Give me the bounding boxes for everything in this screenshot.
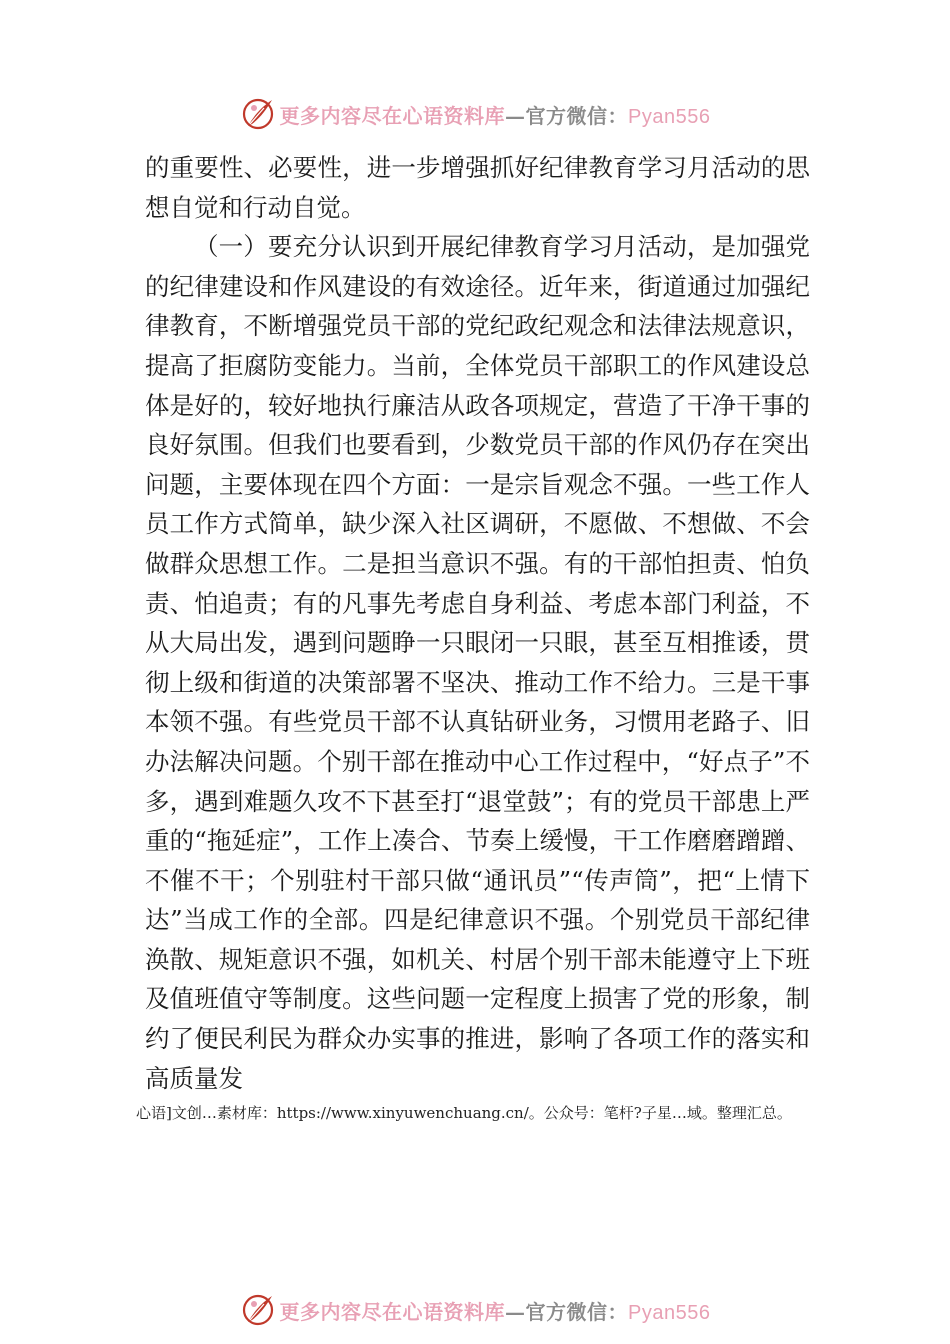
banner-dash: — <box>505 103 526 128</box>
header-watermark <box>0 94 950 134</box>
footer-watermark <box>0 1290 950 1330</box>
banner-wechat-label: 官方微信： <box>525 103 629 128</box>
source-note: 心语]文创…素材库：https://www.xinyuwenchuang.cn/。公众号：笔杆?子星…域。整理汇总。 <box>136 1104 792 1122</box>
quill-pen-logo-icon <box>240 96 276 132</box>
banner-library-name: 更多内容尽在心语资料库 <box>279 1299 506 1324</box>
header-watermark-text <box>280 100 711 129</box>
paragraph-section-one: （一）要充分认识到开展纪律教育学习月活动，是加强党的纪律建设和作风建设的有效途径。近年来，街道通过加强纪律教育，不断增强党员干部的党纪政纪观念和法律法规意识，提高了拒腐防变能力。当前，全体党员干部职工的作风建设总体是好的，较好地执行廉洁从政各项规定，营造了干净干事的良好氛围。但我们也要看到，少数党员干部的作风仍存在突出问题，主要体现在四个方面：一是宗旨观念不强。一些工作人员工作方式简单，缺少深入社区调研，不愿做、不想做、不会做群众思想工作。二是担当意识不强。有的干部怕担责、怕负责、怕追责；有的凡事先考虑自身利益、考虑本部门利益，不从大局出发，遇到问题睁一只眼闭一只眼，甚至互相推诿，贯彻上级和街道的决策部署不坚决、推动工作不给力。三是干事本领不强。有些党员干部不认真钻研业务，习惯用老路子、旧办法解决问题。个别干部在推动中心工作过程中，“好点子”不多，遇到难题久攻不下甚至打“退堂鼓”；有的党员干部患上严重的“拖延症”，工作上凑合、节奏上缓慢，干工作磨磨蹭蹭、不催不干；个别驻村干部只做“通讯员”“传声筒”，把“上情下达”当成工作的全部。四是纪律意识不强。个别党员干部纪律涣散、规矩意识不强，如机关、村居个别干部未能遵守上下班及值班值守等制度。这些问题一定程度上损害了党的形象，制约了便民利民为群众办实事的推进，影响了各项工作的落实和高质量发 <box>145 232 810 1093</box>
banner-dash: — <box>505 1299 526 1324</box>
footer-watermark-text <box>280 1296 711 1325</box>
banner-wechat-label: 官方微信： <box>525 1299 629 1324</box>
banner-wechat-id: Pyan556 <box>628 1301 711 1324</box>
document-body <box>145 148 810 1098</box>
banner-library-name: 更多内容尽在心语资料库 <box>279 103 506 128</box>
banner-wechat-id: Pyan556 <box>628 105 711 128</box>
quill-pen-logo-icon <box>240 1292 276 1328</box>
paragraph-continuation: 的重要性、必要性，进一步增强抓好纪律教育学习月活动的思想自觉和行动自觉。 <box>145 153 810 222</box>
